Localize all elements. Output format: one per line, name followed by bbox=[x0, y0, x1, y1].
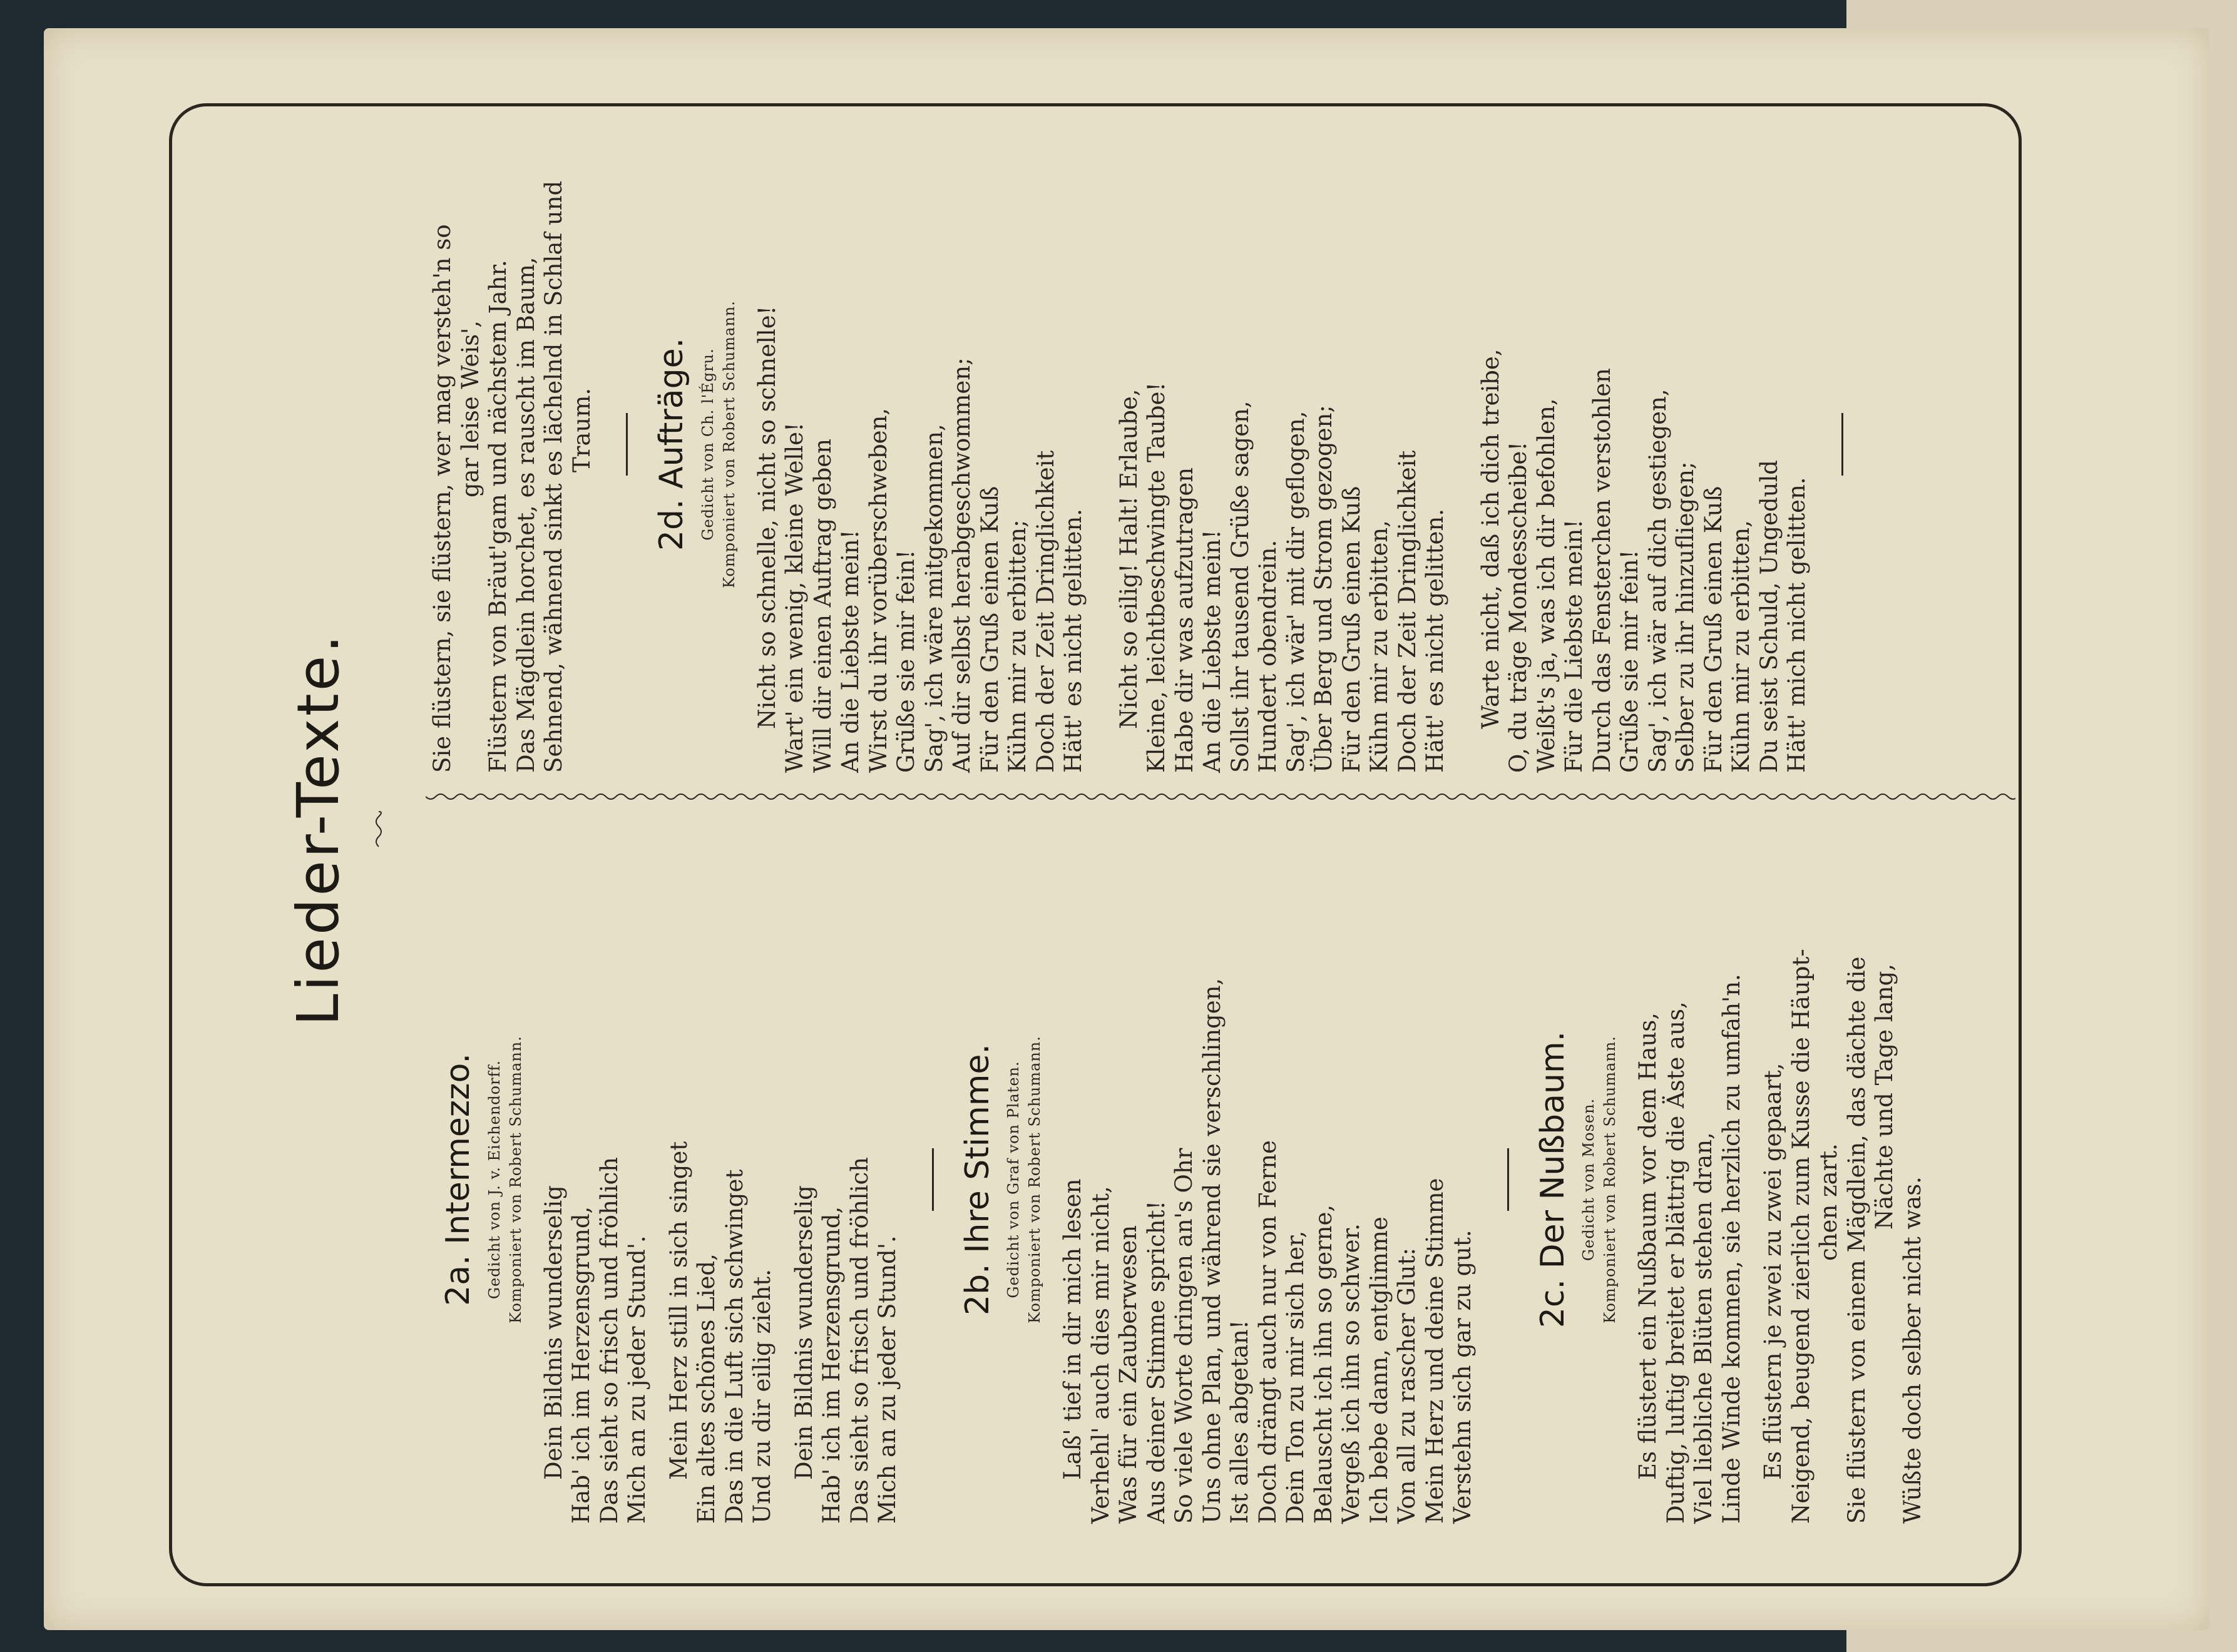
verse-line: Habe dir was aufzutragen bbox=[1170, 467, 1198, 773]
verse-line: Grüße sie mir fein! bbox=[893, 549, 919, 773]
verse-line: Wirst du ihr vorüberschweben, bbox=[864, 407, 892, 773]
verse-line: Sehnend, wähnend sinkt es lächelnd in Schlaf und bbox=[540, 180, 567, 773]
song-ihre-stimme bbox=[958, 835, 1477, 1524]
column-divider bbox=[426, 789, 2015, 804]
section-rule bbox=[1507, 1148, 1509, 1211]
poem-credit: Gedicht von Mosen. bbox=[1580, 1098, 1597, 1262]
verse-line: Hätt' mich nicht gelitten. bbox=[1783, 477, 1810, 773]
song-title: 2a. Intermezzo. bbox=[439, 1053, 477, 1306]
stanza bbox=[754, 116, 1088, 773]
left-column bbox=[439, 835, 1927, 1524]
verse-line: Kühn mir zu erbitten, bbox=[1728, 520, 1754, 773]
verse-line: Sag', ich wär auf dich gestiegen, bbox=[1644, 389, 1671, 773]
verse-line: Verstehn sich gar zu gut. bbox=[1449, 1230, 1476, 1524]
composer-credit: Komponiert von Robert Schumann. bbox=[506, 1036, 525, 1323]
verse-line: Wart' ein wenig, kleine Welle! bbox=[781, 422, 808, 773]
section-rule bbox=[932, 1148, 934, 1211]
verse-line: Will dir einen Auftrag geben bbox=[809, 439, 836, 773]
verse-line: Ein altes schönes Lied, bbox=[693, 1253, 720, 1524]
verse-line: Doch drängt auch nur von Ferne bbox=[1254, 1140, 1281, 1524]
verse-line: Es flüstern je zwei zu zwei gepaart, bbox=[1759, 1063, 1786, 1480]
verse-line: Aus deiner Stimme spricht! bbox=[1142, 1200, 1170, 1524]
verse-line: Selber zu ihr hinzufliegen; bbox=[1672, 461, 1699, 773]
verse-line: Grüße sie mir fein! bbox=[1616, 549, 1643, 773]
stanza bbox=[791, 835, 902, 1524]
verse-line: Nicht so schnelle, nicht so schnelle! bbox=[753, 305, 781, 729]
verse-line: Das in die Luft sich schwinget bbox=[720, 1169, 748, 1524]
verse-line: chen zart. bbox=[1815, 1143, 1842, 1261]
stanza bbox=[1759, 835, 1927, 1524]
verse-line: Warte nicht, daß ich dich treibe, bbox=[1477, 349, 1504, 729]
verse-line: Von all zu rascher Glut: bbox=[1393, 1248, 1420, 1524]
verse-line: Für die Liebste mein! bbox=[1560, 519, 1587, 773]
verse-line: Das sieht so frisch und fröhlich bbox=[846, 1156, 873, 1524]
verse-line: Doch der Zeit Dringlichkeit bbox=[1031, 450, 1059, 773]
verse-line: An die Liebste mein! bbox=[1199, 529, 1226, 773]
verse-line: Es flüstert ein Nußbaum vor dem Haus, bbox=[1634, 1012, 1661, 1480]
page-title: Lieder-Texte. bbox=[285, 632, 352, 1026]
verse-line: Wüßte doch selber nicht was. bbox=[1898, 1176, 1926, 1524]
verse-line: Duftig, luftig breitet er blättrig die Äste aus, bbox=[1662, 1001, 1689, 1524]
stanza bbox=[429, 116, 596, 773]
verse-line: Laß' tief in dir mich lesen bbox=[1059, 1178, 1086, 1480]
verse-line: Sie flüstern, sie flüstern, wer mag versteh'n so bbox=[429, 224, 456, 773]
verse-line: Auf dir selbst herabgeschwommen; bbox=[948, 357, 975, 773]
verse-line: Vergeß ich ihn so schwer. bbox=[1338, 1223, 1364, 1524]
song-title: 2d. Aufträge. bbox=[653, 337, 690, 551]
verse-line: Flüstern von Bräut'gam und nächstem Jahr. bbox=[484, 260, 511, 773]
verse-line: Du seist Schuld, Ungeduld bbox=[1755, 460, 1783, 773]
verse-line: Mich an zu jeder Stund'. bbox=[623, 1235, 650, 1524]
verse-line: Und zu dir eilig zieht. bbox=[749, 1268, 776, 1524]
stanza bbox=[1059, 835, 1477, 1524]
verse-line: Hundert obendrein. bbox=[1254, 539, 1281, 773]
verse-line: Kühn mir zu erbitten; bbox=[1004, 519, 1031, 773]
song-title: 2b. Ihre Stimme. bbox=[958, 1044, 996, 1315]
section-rule bbox=[1841, 413, 1843, 476]
verse-line: Kühn mir zu erbitten, bbox=[1366, 520, 1393, 773]
song-title: 2c. Der Nußbaum. bbox=[1533, 1031, 1572, 1328]
verse-line: Dein Ton zu mir sich her, bbox=[1282, 1230, 1309, 1524]
composer-credit: Komponiert von Robert Schumann. bbox=[1601, 1036, 1619, 1323]
verse-line: Hab' ich im Herzensgrund, bbox=[568, 1206, 595, 1524]
verse-line: An die Liebste mein! bbox=[837, 529, 864, 773]
right-column bbox=[429, 116, 1873, 773]
verse-line: Ist alles abgetan! bbox=[1226, 1320, 1253, 1524]
verse-line: Nicht so eilig! Halt! Erlaube, bbox=[1115, 389, 1142, 729]
verse-line: Hätt' es nicht gelitten. bbox=[1421, 509, 1448, 773]
verse-line: Verhehl' auch dies mir nicht, bbox=[1087, 1186, 1114, 1524]
verse-line: Doch der Zeit Dringlichkeit bbox=[1393, 450, 1421, 773]
poem-credit: Gedicht von Ch. l'Égru. bbox=[699, 348, 717, 541]
verse-line: Das Mägdlein horchet, es rauscht im Baum, bbox=[512, 257, 540, 773]
verse-line: Linde Winde kommen, sie herzlich zu umfah'n. bbox=[1717, 974, 1745, 1524]
verse-line: Hab' ich im Herzensgrund, bbox=[818, 1206, 845, 1524]
stanza bbox=[665, 835, 777, 1524]
verse-line: Durch das Fensterchen verstohlen bbox=[1588, 368, 1615, 773]
stanza bbox=[540, 835, 652, 1524]
verse-line: Neigend, beugend zierlich zum Kusse die Häupt- bbox=[1787, 949, 1815, 1524]
verse-line: Das sieht so frisch und fröhlich bbox=[595, 1156, 623, 1524]
verse-line: Viel liebliche Blüten stehen dran, bbox=[1690, 1132, 1717, 1524]
verse-line: Mein Herz und deine Stimme bbox=[1421, 1178, 1448, 1524]
song-der-nussbaum-continued bbox=[429, 116, 596, 773]
document-page bbox=[44, 28, 2209, 1630]
composer-credit: Komponiert von Robert Schumann. bbox=[1026, 1036, 1043, 1323]
verse-line: Was für ein Zauberwesen bbox=[1115, 1225, 1142, 1524]
verse-line: Für den Gruß einen Kuß bbox=[1338, 486, 1365, 773]
verse-line: Uns ohne Plan, und während sie verschlingen, bbox=[1198, 977, 1226, 1524]
verse-line: Mich an zu jeder Stund'. bbox=[874, 1235, 901, 1524]
verse-line: Nächte und Tage lang, bbox=[1871, 964, 1898, 1230]
stanza bbox=[1115, 116, 1450, 773]
verse-line: Sag', ich wär' mit dir geflogen, bbox=[1282, 410, 1309, 773]
poem-credit: Gedicht von Graf von Platen. bbox=[1005, 1061, 1022, 1298]
verse-line: So viele Worte dringen an's Ohr bbox=[1170, 1148, 1197, 1524]
poem-credit: Gedicht von J. v. Eichendorff. bbox=[485, 1059, 503, 1300]
verse-line: Kleine, leichtbeschwingte Taube! bbox=[1143, 382, 1170, 773]
stanza bbox=[1477, 116, 1811, 773]
song-der-nussbaum bbox=[1533, 835, 1927, 1524]
verse-line: Für den Gruß einen Kuß bbox=[976, 486, 1003, 773]
verse-line: Ich bebe dann, entglimme bbox=[1365, 1216, 1393, 1524]
verse-line: Mein Herz still in sich singet bbox=[665, 1141, 692, 1480]
verse-line: gar leise Weis', bbox=[456, 320, 484, 497]
composer-credit: Komponiert von Robert Schumann. bbox=[720, 300, 738, 588]
title-ornament bbox=[372, 810, 385, 848]
verse-line: Hätt' es nicht gelitten. bbox=[1060, 509, 1087, 773]
section-rule bbox=[626, 413, 628, 476]
stanza bbox=[1634, 835, 1746, 1524]
verse-line: Über Berg und Strom gezogen; bbox=[1310, 405, 1337, 773]
song-auftraege bbox=[653, 116, 1811, 773]
verse-line: Belauscht ich ihn so gerne, bbox=[1309, 1204, 1337, 1524]
verse-line: Sag', ich wäre mitgekommen, bbox=[920, 424, 948, 773]
verse-line: Traum. bbox=[568, 387, 595, 472]
verse-line: Für den Gruß einen Kuß bbox=[1699, 486, 1727, 773]
verse-line: Sollst ihr tausend Grüße sagen, bbox=[1226, 400, 1254, 773]
verse-line: Sie flüstern von einem Mägdlein, das dächte die bbox=[1843, 956, 1870, 1524]
rotated-content bbox=[44, 28, 2209, 1630]
verse-line: Weißt's ja, was ich dir befohlen, bbox=[1532, 398, 1560, 773]
verse-line: Dein Bildnis wunderselig bbox=[540, 1185, 567, 1480]
verse-line: O, du träge Mondesscheibe! bbox=[1505, 441, 1532, 773]
song-intermezzo bbox=[439, 835, 902, 1524]
verse-line: Dein Bildnis wunderselig bbox=[790, 1185, 817, 1480]
